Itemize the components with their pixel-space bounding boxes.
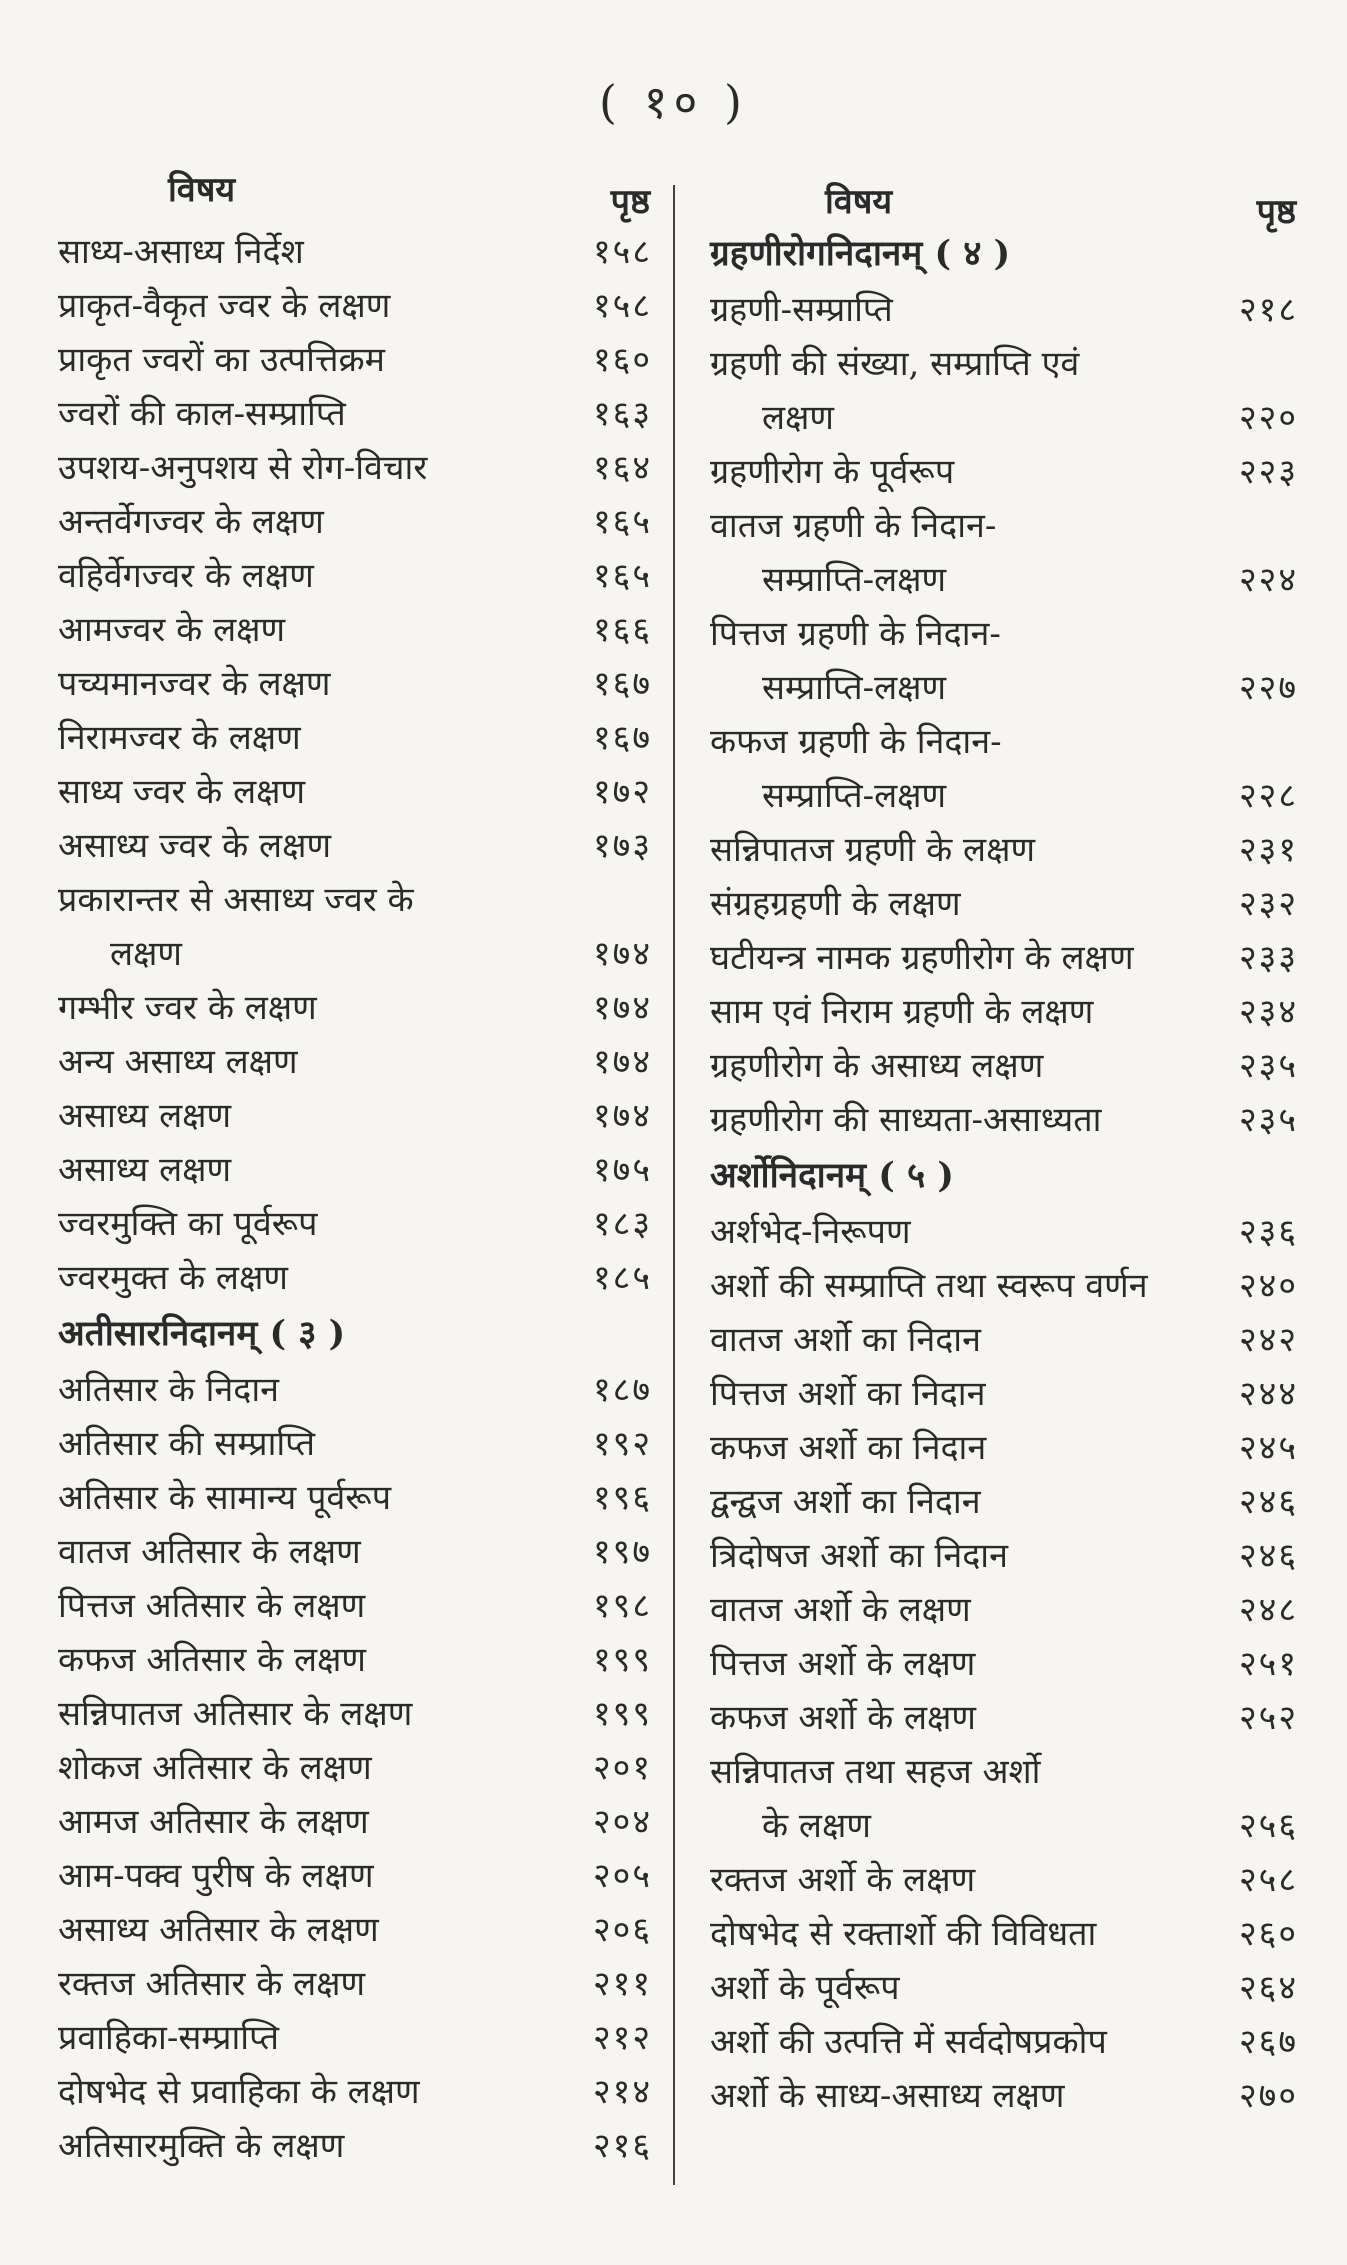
entry-title: रक्तज अतिसार के लक्षण bbox=[58, 1964, 366, 2004]
entry-page-number: १७३ bbox=[592, 826, 652, 866]
entry-title: प्राकृत ज्वरों का उत्पत्तिक्रम bbox=[58, 340, 385, 380]
entry-page-number: २६० bbox=[1238, 1914, 1298, 1954]
entry-title: वातज अर्शो का निदान bbox=[710, 1320, 981, 1360]
entry-page-number: २२० bbox=[1238, 398, 1298, 438]
entry-title: कफज अर्शो के लक्षण bbox=[710, 1698, 977, 1738]
entry-page-number: २४५ bbox=[1238, 1428, 1298, 1468]
entry-page-number: २३५ bbox=[1238, 1046, 1298, 1086]
entry-page-number: २२७ bbox=[1238, 668, 1298, 708]
entry-title: प्रवाहिका-सम्प्राप्ति bbox=[58, 2018, 279, 2058]
entry-page-number: २१८ bbox=[1238, 290, 1298, 330]
entry-page-number: २५६ bbox=[1238, 1806, 1298, 1846]
entry-title: सन्निपातज तथा सहज अर्शो bbox=[710, 1752, 1041, 1792]
entry-page-number: २०५ bbox=[592, 1856, 652, 1896]
toc-entry bbox=[710, 337, 1304, 445]
entry-page-number: २४६ bbox=[1238, 1536, 1298, 1576]
toc-entry bbox=[58, 333, 658, 387]
toc-entry bbox=[58, 279, 658, 333]
entry-title: संग्रहग्रहणी के लक्षण bbox=[710, 884, 961, 924]
entry-title: द्वन्द्वज अर्शो का निदान bbox=[710, 1482, 981, 1522]
entry-title: आम-पक्व पुरीष के लक्षण bbox=[58, 1856, 374, 1896]
toc-entry bbox=[710, 607, 1304, 715]
entry-page-number: १६७ bbox=[592, 664, 652, 704]
toc-entry bbox=[58, 2119, 658, 2173]
toc-entry bbox=[58, 1741, 658, 1795]
entry-page-number: १६५ bbox=[592, 556, 652, 596]
entry-page-number: १७४ bbox=[592, 1096, 652, 1136]
section-title: अतीसारनिदानम् ( ३ ) bbox=[58, 1313, 346, 1354]
toc-entry bbox=[710, 1421, 1304, 1475]
entry-page-number: १६५ bbox=[592, 502, 652, 542]
entry-page-number: २४४ bbox=[1238, 1374, 1298, 1414]
toc-entry bbox=[58, 2065, 658, 2119]
entry-page-number: १८५ bbox=[592, 1258, 652, 1298]
entry-title: पच्यमानज्वर के लक्षण bbox=[58, 664, 331, 704]
entry-title-continuation: लक्षण bbox=[762, 398, 835, 438]
entry-title: कफज ग्रहणी के निदान- bbox=[710, 722, 1002, 762]
toc-entry bbox=[710, 715, 1304, 823]
toc-entry bbox=[710, 1907, 1304, 1961]
entry-page-number: २२८ bbox=[1238, 776, 1298, 816]
entry-title: प्रकारान्तर से असाध्य ज्वर के bbox=[58, 880, 414, 920]
entry-title: प्राकृत-वैकृत ज्वर के लक्षण bbox=[58, 286, 391, 326]
toc-entry bbox=[710, 1259, 1304, 1313]
entry-page-number: २५१ bbox=[1238, 1644, 1298, 1684]
toc-entry bbox=[58, 1633, 658, 1687]
toc-entry bbox=[58, 1957, 658, 2011]
entry-title: कफज अर्शो का निदान bbox=[710, 1428, 987, 1468]
entry-title: साम एवं निराम ग्रहणी के लक्षण bbox=[710, 992, 1094, 1032]
entry-page-number: २२३ bbox=[1238, 452, 1298, 492]
toc-left-column bbox=[58, 165, 658, 2173]
toc-entry bbox=[58, 549, 658, 603]
column-header bbox=[58, 165, 658, 225]
entry-page-number: १६६ bbox=[592, 610, 652, 650]
entry-page-number: २३१ bbox=[1238, 830, 1298, 870]
entry-page-number: २३४ bbox=[1238, 992, 1298, 1032]
toc-entry bbox=[58, 1795, 658, 1849]
entry-title: निरामज्वर के लक्षण bbox=[58, 718, 301, 758]
toc-entry bbox=[58, 1579, 658, 1633]
toc-entry bbox=[58, 1143, 658, 1197]
entry-title: वातज अर्शो के लक्षण bbox=[710, 1590, 971, 1630]
toc-entry bbox=[58, 441, 658, 495]
entry-page-number: १७४ bbox=[592, 988, 652, 1028]
entry-title: साध्य-असाध्य निर्देश bbox=[58, 232, 304, 272]
toc-entry bbox=[58, 1251, 658, 1305]
toc-entry bbox=[58, 981, 658, 1035]
toc-entry bbox=[710, 283, 1304, 337]
entry-page-number: २०४ bbox=[592, 1802, 652, 1842]
entry-page-number: २११ bbox=[592, 1964, 652, 2004]
toc-entry bbox=[710, 2015, 1304, 2069]
toc-entry bbox=[58, 1687, 658, 1741]
entry-title: वहिर्वेगज्वर के लक्षण bbox=[58, 556, 314, 596]
entry-title: सन्निपातज ग्रहणी के लक्षण bbox=[710, 830, 1036, 870]
toc-entry bbox=[710, 1691, 1304, 1745]
entry-page-number: २३३ bbox=[1238, 938, 1298, 978]
entry-title: ज्वरों की काल-सम्प्राप्ति bbox=[58, 394, 346, 434]
toc-entry bbox=[710, 2069, 1304, 2123]
entry-page-number: २१२ bbox=[592, 2018, 652, 2058]
entry-page-number: १६७ bbox=[592, 718, 652, 758]
entry-page-number: १८३ bbox=[592, 1204, 652, 1244]
entry-page-number: २४२ bbox=[1238, 1320, 1298, 1360]
toc-entry bbox=[58, 1035, 658, 1089]
entry-title: अतिसार के निदान bbox=[58, 1370, 279, 1410]
toc-entry bbox=[58, 2011, 658, 2065]
entry-page-number: १९७ bbox=[592, 1532, 652, 1572]
toc-entry bbox=[58, 819, 658, 873]
entry-page-number: १६४ bbox=[592, 448, 652, 488]
entry-title: सन्निपातज अतिसार के लक्षण bbox=[58, 1694, 413, 1734]
entry-title-continuation: सम्प्राप्ति-लक्षण bbox=[762, 668, 947, 708]
toc-entry bbox=[710, 1367, 1304, 1421]
entry-title: ग्रहणी की संख्या, सम्प्राप्ति एवं bbox=[710, 344, 1080, 384]
toc-entry bbox=[710, 1475, 1304, 1529]
entry-page-number: २३२ bbox=[1238, 884, 1298, 924]
toc-entry bbox=[58, 1903, 658, 1957]
entry-page-number: १७५ bbox=[592, 1150, 652, 1190]
toc-entry bbox=[58, 765, 658, 819]
entry-page-number: २४० bbox=[1238, 1266, 1298, 1306]
entry-title: अतिसार की सम्प्राप्ति bbox=[58, 1424, 316, 1464]
toc-entry bbox=[58, 1849, 658, 1903]
entry-title: असाध्य लक्षण bbox=[58, 1096, 232, 1136]
toc-entry bbox=[710, 823, 1304, 877]
entry-title: ग्रहणीरोग की साध्यता-असाध्यता bbox=[710, 1100, 1102, 1140]
page-heading: पृष्ठ bbox=[610, 182, 650, 222]
toc-entry bbox=[710, 931, 1304, 985]
entry-page-number: २७० bbox=[1238, 2076, 1298, 2116]
entry-page-number: २३६ bbox=[1238, 1212, 1298, 1252]
toc-entry bbox=[58, 1363, 658, 1417]
toc-entry bbox=[710, 1039, 1304, 1093]
toc-entry bbox=[58, 1525, 658, 1579]
entry-page-number: २१४ bbox=[592, 2072, 652, 2112]
entry-page-number: १९२ bbox=[592, 1424, 652, 1464]
page-heading: पृष्ठ bbox=[1256, 192, 1296, 232]
entry-title: पित्तज अतिसार के लक्षण bbox=[58, 1586, 366, 1626]
entry-page-number: १७२ bbox=[592, 772, 652, 812]
toc-entry bbox=[58, 1471, 658, 1525]
entry-title: असाध्य अतिसार के लक्षण bbox=[58, 1910, 379, 1950]
entry-page-number: १६३ bbox=[592, 394, 652, 434]
entry-title: अर्शभेद-निरूपण bbox=[710, 1212, 911, 1252]
entry-title: दोषभेद से रक्तार्शो की विविधता bbox=[710, 1914, 1097, 1954]
entry-title: वातज ग्रहणी के निदान- bbox=[710, 506, 997, 546]
entry-page-number: २०१ bbox=[592, 1748, 652, 1788]
entry-page-number: १९६ bbox=[592, 1478, 652, 1518]
toc-entry bbox=[58, 1089, 658, 1143]
entry-title: साध्य ज्वर के लक्षण bbox=[58, 772, 306, 812]
entry-page-number: १९८ bbox=[592, 1586, 652, 1626]
entry-title: अतिसार के सामान्य पूर्वरूप bbox=[58, 1478, 392, 1518]
toc-entry bbox=[710, 1093, 1304, 1147]
toc-right-column bbox=[710, 165, 1304, 2123]
column-divider bbox=[673, 185, 675, 2185]
toc-entry bbox=[58, 1197, 658, 1251]
toc-entry bbox=[58, 495, 658, 549]
entry-title: आमज अतिसार के लक्षण bbox=[58, 1802, 369, 1842]
entry-title: उपशय-अनुपशय से रोग-विचार bbox=[58, 448, 428, 488]
entry-page-number: २३५ bbox=[1238, 1100, 1298, 1140]
toc-entry bbox=[710, 1529, 1304, 1583]
entry-title: पित्तज अर्शो के लक्षण bbox=[710, 1644, 976, 1684]
entry-title: ग्रहणीरोग के असाध्य लक्षण bbox=[710, 1046, 1044, 1086]
entry-page-number: २५२ bbox=[1238, 1698, 1298, 1738]
toc-entry bbox=[58, 603, 658, 657]
entry-title: अन्य असाध्य लक्षण bbox=[58, 1042, 298, 1082]
toc-entry bbox=[710, 1853, 1304, 1907]
section-title: अर्शोनिदानम् ( ५ ) bbox=[710, 1155, 954, 1196]
entry-title-continuation: सम्प्राप्ति-लक्षण bbox=[762, 776, 947, 816]
entry-page-number: २१६ bbox=[592, 2126, 652, 2166]
toc-entry bbox=[710, 1205, 1304, 1259]
entry-page-number: १८७ bbox=[592, 1370, 652, 1410]
entry-title: असाध्य ज्वर के लक्षण bbox=[58, 826, 332, 866]
toc-entry bbox=[710, 1745, 1304, 1853]
toc-entry bbox=[710, 1313, 1304, 1367]
entry-page-number: १५८ bbox=[592, 286, 652, 326]
entry-title: अर्शो की सम्प्राप्ति तथा स्वरूप वर्णन bbox=[710, 1266, 1148, 1306]
entry-title: घटीयन्त्र नामक ग्रहणीरोग के लक्षण bbox=[710, 938, 1134, 978]
entry-title: अन्तर्वेगज्वर के लक्षण bbox=[58, 502, 324, 542]
entry-title: पित्तज अर्शो का निदान bbox=[710, 1374, 986, 1414]
toc-entry bbox=[710, 985, 1304, 1039]
entry-title: आमज्वर के लक्षण bbox=[58, 610, 286, 650]
entry-title-continuation: लक्षण bbox=[110, 934, 183, 974]
entry-title: दोषभेद से प्रवाहिका के लक्षण bbox=[58, 2072, 420, 2112]
entry-title: ग्रहणी-सम्प्राप्ति bbox=[710, 290, 893, 330]
entry-title: ग्रहणीरोग के पूर्वरूप bbox=[710, 452, 955, 492]
entry-page-number: १६० bbox=[592, 340, 652, 380]
entry-title: अतिसारमुक्ति के लक्षण bbox=[58, 2126, 345, 2166]
entry-page-number: २६७ bbox=[1238, 2022, 1298, 2062]
toc-entry bbox=[58, 225, 658, 279]
entry-page-number: १७४ bbox=[592, 1042, 652, 1082]
entry-title: शोकज अतिसार के लक्षण bbox=[58, 1748, 372, 1788]
entry-page-number: २६४ bbox=[1238, 1968, 1298, 2008]
entry-title-continuation: के लक्षण bbox=[762, 1806, 871, 1846]
toc-entry bbox=[710, 1637, 1304, 1691]
entry-title: वातज अतिसार के लक्षण bbox=[58, 1532, 361, 1572]
entry-page-number: २५८ bbox=[1238, 1860, 1298, 1900]
entry-title: त्रिदोषज अर्शो का निदान bbox=[710, 1536, 1008, 1576]
toc-entry bbox=[710, 1961, 1304, 2015]
toc-entry bbox=[58, 387, 658, 441]
entry-title: गम्भीर ज्वर के लक्षण bbox=[58, 988, 317, 1028]
column-header bbox=[710, 165, 1304, 232]
entry-page-number: १७४ bbox=[592, 934, 652, 974]
toc-entry bbox=[58, 1417, 658, 1471]
entry-page-number: २०६ bbox=[592, 1910, 652, 1950]
entry-title: रक्तज अर्शो के लक्षण bbox=[710, 1860, 976, 1900]
entry-page-number: २२४ bbox=[1238, 560, 1298, 600]
entry-page-number: २४८ bbox=[1238, 1590, 1298, 1630]
entry-title: अर्शो के साध्य-असाध्य लक्षण bbox=[710, 2076, 1065, 2116]
entry-title-continuation: सम्प्राप्ति-लक्षण bbox=[762, 560, 947, 600]
toc-entry bbox=[710, 877, 1304, 931]
page-number: ( १० ) bbox=[599, 75, 748, 129]
toc-entry bbox=[710, 1583, 1304, 1637]
entry-page-number: १९९ bbox=[592, 1694, 652, 1734]
toc-entry bbox=[58, 711, 658, 765]
toc-entry bbox=[710, 499, 1304, 607]
subject-heading: विषय bbox=[168, 170, 236, 210]
entry-page-number: १५८ bbox=[592, 232, 652, 272]
entry-title: अर्शो के पूर्वरूप bbox=[710, 1968, 900, 2008]
entry-title: ज्वरमुक्त के लक्षण bbox=[58, 1258, 288, 1298]
toc-entry bbox=[710, 445, 1304, 499]
entry-title: अर्शो की उत्पत्ति में सर्वदोषप्रकोप bbox=[710, 2022, 1107, 2062]
entry-title: कफज अतिसार के लक्षण bbox=[58, 1640, 366, 1680]
subject-heading: विषय bbox=[825, 182, 893, 222]
toc-entry bbox=[58, 873, 658, 981]
toc-entry bbox=[58, 657, 658, 711]
entry-title: पित्तज ग्रहणी के निदान- bbox=[710, 614, 1001, 654]
section-title: ग्रहणीरोगनिदानम् ( ४ ) bbox=[710, 233, 1011, 274]
entry-title: असाध्य लक्षण bbox=[58, 1150, 232, 1190]
entry-title: ज्वरमुक्ति का पूर्वरूप bbox=[58, 1204, 318, 1244]
entry-page-number: १९९ bbox=[592, 1640, 652, 1680]
entry-page-number: २४६ bbox=[1238, 1482, 1298, 1522]
